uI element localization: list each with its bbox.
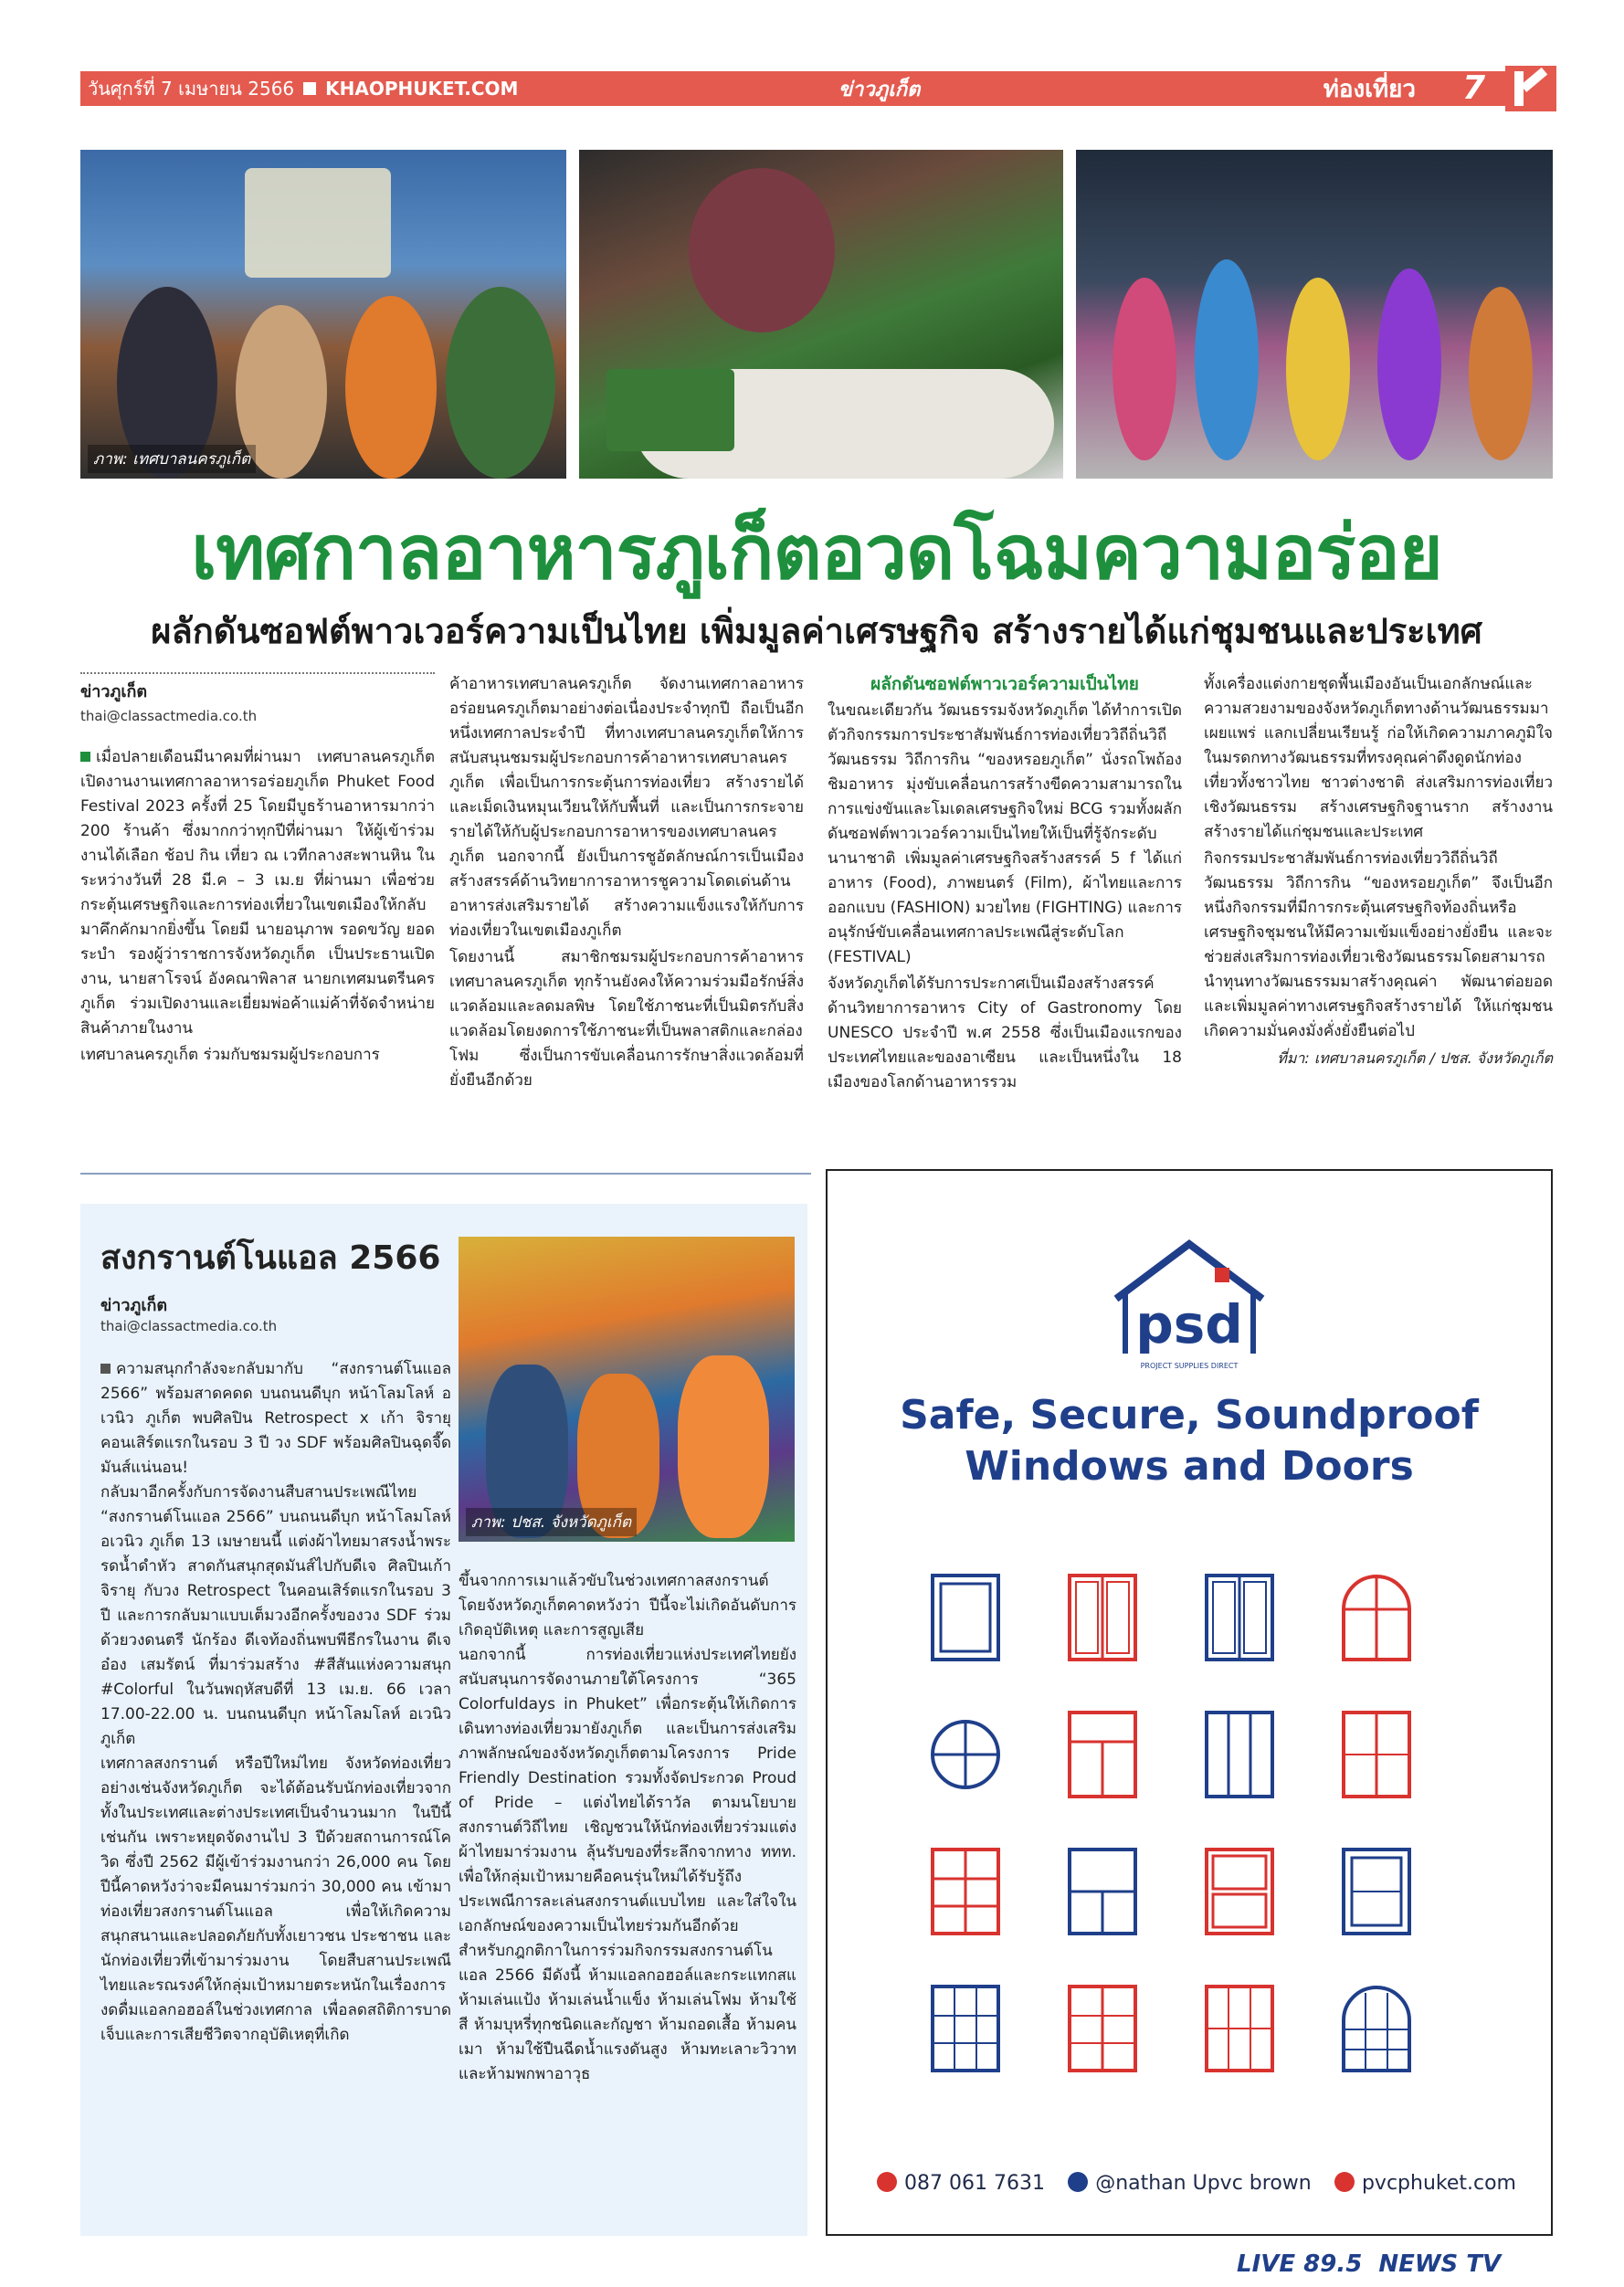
arched-grid-window-icon	[1341, 1984, 1412, 2073]
songkran-byline	[100, 1291, 277, 1351]
article-column-3	[828, 672, 1182, 1097]
globe-icon	[1334, 2172, 1355, 2192]
byline-name: ข่าวภูเก็ต	[100, 1296, 168, 1315]
paragraph: เมื่อปลายเดือนมีนาคมที่ผ่านมา เทศบาลนครภูเก็ต เปิดงานงานเทศกาลอาหารอร่อยภูเก็ต Phuket Food Festival 2023 ครั้งที่ 25 โดยมีบูธร้านอาหารมากว่า 200 ร้านค้า ซึ่งมากกว่าทุกปีที่ผ่านมา ให้ผู้เข้าร่วมงานได้เลือก ช้อป กิน เที่ยว ณ เวทีกลางสะพานหิน ในระหว่างวันที่ 28 มี.ค – 3 เม.ย ที่ผ่านมา เพื่อช่วยกระตุ้นเศรษฐกิจและการท่องเที่ยวในเขตเมืองให้กลับมาคึกคักมากยิ่งขึ้น โดยมี นายอนุภาพ รอดขวัญ ยอดระบำ รองผู้ว่าราชการจังหวัดภูเก็ต เป็นประธานเปิดงาน, นายสาโรจน์ อังคณาพิลาส นายกเทศมนตรีนครภูเก็ต ร่วมเปิดงานและเยี่ยมพ่อค้าแม่ค้าที่จัดจำหน่ายสินค้าภายในงาน	[80, 748, 435, 1038]
section-divider	[80, 1173, 811, 1175]
paragraph: จังหวัดภูเก็ตได้รับการประกาศเป็นเมืองสร้างสรรค์ด้านวิทยาการอาหาร City of Gastronomy โดย UNESCO ประจำปี พ.ศ 2558 ซึ่งเป็นเมืองแรกของประเทศไทยและของอาเซียน และเป็นหนึ่งใน 18 เมืองของโลกด้านอาหารรวม	[828, 975, 1182, 1091]
ad-facebook[interactable]: @nathan Upvc brown	[1068, 2172, 1312, 2195]
window-icon-grid	[930, 1573, 1460, 2084]
issue-date: วันศุกร์ที่ 7 เมษายน 2566	[88, 78, 295, 100]
round-window-icon	[930, 1710, 1001, 1799]
photo-credit: ภาพ: เทศบาลนครภูเก็ต	[88, 445, 256, 473]
bullet-icon	[100, 1364, 111, 1374]
paragraph: ในขณะเดียวกัน วัฒนธรรมจังหวัดภูเก็ต ได้ทำการเปิดตัวกิจกรรมการประชาสัมพันธ์การท่องเที่ยววิถีถิ่นวิถีวัฒนธรรม วิถีการกิน “ของหรอยภูเก็ต” นั่งรถโพถ้องชิมอาหาร มุ่งขับเคลื่อนการสร้างขีดความสามารถในการแข่งขันและโมเดลเศรษฐกิจใหม่ BCG รวมทั้งผลักดันซอฟต์พาวเวอร์ความเป็นไทยให้เป็นที่รู้จักระดับนานาชาติ เพิ่มมูลค่าเศรษฐกิจสร้างสรรค์ 5 f ได้แก่อาหาร (Food), ภาพยนตร์ (Film), ผ้าไทยและการออกแบบ (FASHION) มวยไทย (FIGHTING) และการอนุรักษ์ขับเคลื่อนเทศกาลประเพณีสู่ระดับโลก (FESTIVAL)	[828, 701, 1182, 966]
byline-email[interactable]: thai@classactmedia.co.th	[80, 708, 258, 724]
article-headline: เทศกาลอาหารภูเก็ตอวดโฉมความอร่อย	[191, 510, 1442, 596]
festival-opening-photo	[80, 150, 566, 479]
arched-window-icon	[1341, 1573, 1412, 1662]
article-source: ที่มา: เทศบาลนครภูเก็ต / ปชส. จังหวัดภูเก็ต	[1277, 1049, 1553, 1067]
paragraph: กลับมาอีกครั้งกับการจัดงานสืบสานประเพณีไทย “สงกรานต์โนแอล 2566” บนถนนดีบุก หน้าโลมโลห์ อเวนิว ภูเก็ต 13 เมษายนนี้ แต่งผ้าไทยมาสรงน้ำพระ รดน้ำดำหัว สาดกันสนุกสุดมันส์ไปกับดีเจ ศิลปินเก้า จิรายุ กับวง Retrospect ในคอนเสิร์ตแรกในรอบ 3 ปี และการกลับมาแบบเต็มวงอีกครั้งของวง SDF ร่วมด้วยวงดนตรี นักร้อง ดีเจท้องถิ่นพบพีธีกรในงาน ดีเจอ๋อง เสมรัตน์ ที่มาร่วมสร้าง #สีสันแห่งความสนุก #Colorful ในวันพฤหัสบดีที่ 13 เม.ย. 66 เวลา 17.00-22.00 น. บนถนนดีบุก หน้าโลมโลห์ อเวนิว ภูเก็ต	[100, 1483, 451, 1748]
phone-icon	[877, 2172, 897, 2192]
article-subheadline: ผลักดันซอฟต์พาวเวอร์ความเป็นไทย เพิ่มมูลค่าเศรษฐกิจ สร้างรายได้แก่ชุมชนและประเทศ	[151, 611, 1482, 651]
facebook-icon	[1068, 2172, 1088, 2192]
multi-pane-window-icon	[930, 1984, 1001, 2073]
section-label: ท่องเที่ยว	[1323, 75, 1416, 103]
byline-name: ข่าวภูเก็ต	[80, 682, 148, 701]
site-link[interactable]: KHAOPHUKET.COM	[325, 78, 519, 100]
page-header	[80, 71, 1553, 106]
songkran-title: สงกรานต์โนแอล 2566	[100, 1239, 441, 1277]
single-window-icon	[930, 1573, 1001, 1662]
news-tv-logo: NEWS TV	[1378, 2250, 1502, 2278]
bullet-icon	[80, 752, 90, 762]
double-window-icon	[1204, 1573, 1275, 1662]
photo-credit: ภาพ: ปชส. จังหวัดภูเก็ต	[466, 1508, 637, 1536]
paragraph: ขึ้นจากการเมาแล้วขับในช่วงเทศกาลสงกรานต์ โดยจังหวัดภูเก็ตคาดหวังว่า ปีนี้จะไม่เกิดอันดับการเกิดอุบัติเหตุ และการสูญเสีย	[459, 1572, 796, 1639]
corner-logo-icon	[1505, 66, 1556, 111]
triple-window-icon	[1204, 1710, 1275, 1799]
ad-website[interactable]: pvcphuket.com	[1334, 2172, 1516, 2195]
psd-advertisement[interactable]	[826, 1169, 1553, 2236]
ad-slogan	[828, 1390, 1551, 1492]
bay-window-icon	[1204, 1984, 1275, 2073]
psd-logo-icon	[1107, 1235, 1271, 1381]
ad-phone[interactable]: 087 061 7631	[877, 2172, 1045, 2195]
food-stall-photo	[579, 150, 1063, 479]
slogan-line-2: Windows and Doors	[965, 1443, 1414, 1490]
double-window-icon	[1067, 1573, 1138, 1662]
tilt-window-icon	[1204, 1847, 1275, 1936]
door-window-icon	[1067, 1984, 1138, 2073]
french-window-icon	[1341, 1710, 1412, 1799]
paragraph: เทศกาลสงกรานต์ หรือปีใหม่ไทย จังหวัดท่องเที่ยวอย่างเช่นจังหวัดภูเก็ต จะได้ต้อนรับนักท่องเที่ยวจากทั้งในประเทศและต่างประเทศเป็นจำนวนมาก ในปีนี้เช่นกัน เพราะหยุดจัดงานไป 3 ปีด้วยสถานการณ์โควิด ซึ่งปี 2562 มีผู้เข้าร่วมงานกว่า 26,000 คน โดยปีนี้คาดหวังว่าจะมีคนมาร่วมกว่า 30,000 คน เข้ามาท่องเที่ยวสงกรานต์โนแอล เพื่อให้เกิดความสนุกสนานและปลอดภัยกับทั้งเยาวชน ประชาชน และนักท่องเที่ยวที่เข้ามาร่วมงาน โดยสืบสานประเพณีไทยและรณรงค์ให้กลุ่มเป้าหมายตระหนักในเรื่องการงดดื่มแอลกอฮอล์ในช่วงเทศกาล เพื่อลดสถิติการบาดเจ็บและการเสียชีวิตจากอุบัติเหตุที่เกิด	[100, 1755, 451, 2044]
live-radio-logo: LIVE 89.5	[1237, 2250, 1363, 2278]
paragraph: เทศบาลนครภูเก็ต ร่วมกับชมรมผู้ประกอบการ	[80, 1046, 380, 1064]
separator-square	[303, 82, 316, 95]
sash-window-icon	[1341, 1847, 1412, 1936]
byline-email[interactable]: thai@classactmedia.co.th	[100, 1318, 278, 1334]
paragraph: ทั้งเครื่องแต่งกายชุดพื้นเมืองอันเป็นเอกลักษณ์และความสวยงามของจังหวัดภูเก็ตทางด้านวัฒนธรรมมาเผยแพร่ แลกเปลี่ยนเรียนรู้ ก่อให้เกิดความภาคภูมิใจในมรดกทางวัฒนธรรมที่ทรงคุณค่าดึงดูดนักท่องเที่ยวทั้งชาวไทย ชาวต่างชาติ ส่งเสริมการท่องเที่ยวเชิงวัฒนธรรม สร้างเศรษฐกิจฐานราก สร้างงาน สร้างรายได้แก่ชุมชนและประเทศ	[1204, 675, 1553, 841]
songkran-story-box	[80, 1204, 807, 2236]
svg-text:PROJECT SUPPLIES DIRECT: PROJECT SUPPLIES DIRECT	[1140, 1362, 1239, 1370]
divider	[80, 672, 435, 674]
paragraph: นอกจากนี้ การท่องเที่ยวแห่งประเทศไทยยังสนับสนุนการจัดงานภายใต้โครงการ “365 Colorfuldays in Phuket” เพื่อกระตุ้นให้เกิดการเดินทางท่องเที่ยวมายังภูเก็ต และเป็นการส่งเสริมภาพลักษณ์ของจังหวัดภูเก็ตตามโครงการ Pride Friendly Destination รวมทั้งจัดประกวด Proud of Pride – แต่งไทยได้ราวัล ตามนโยบายสงกรานต์วิถีไทย เชิญชวนให้นักท่องเที่ยวร่วมแต่งผ้าไทยมาร่วมงาน ลุ้นรับของที่ระลึกจากทาง ททท. เพื่อให้กลุ่มเป้าหมายคือคนรุ่นใหม่ได้รับรู้ถึงประเพณีการละเล่นสงกรานต์แบบไทย และใส่ใจในเอกลักษณ์ของความเป็นไทยร่วมกันอีกด้วย	[459, 1646, 796, 1935]
newspaper-brand: ข่าวภูเก็ต	[838, 78, 921, 101]
page-number: 7	[1461, 69, 1485, 107]
cultural-dance-photo	[1076, 150, 1553, 479]
section-subhead: ผลักดันซอฟต์พาวเวอร์ความเป็นไทย	[870, 674, 1139, 694]
paragraph: โดยงานนี้ สมาชิกชมรมผู้ประกอบการค้าอาหารเทศบาลนครภูเก็ต ทุกร้านยังคงให้ความร่วมมือรักษ์สิ่งแวดล้อมและลดมลพิษ โดยใช้ภาชนะที่เป็นมิตรกับสิ่งแวดล้อมโดยงดการใช้ภาชนะที่เป็นพลาสติกและกล่องโฟม ซึ่งเป็นการขับเคลื่อนการรักษาสิ่งแวดล้อมที่ยั่งยืนอีกด้วย	[449, 948, 804, 1090]
songkran-column-left	[100, 1357, 451, 2048]
split-window-icon	[1067, 1847, 1138, 1936]
svg-text:psd: psd	[1135, 1293, 1243, 1355]
paragraph: ความสนุกกำลังจะกลับมากับ “สงกรานต์โนแอล 2566” พร้อมสาดคดด บนถนนดีบุก หน้าโลมโลห์ อเวนิว ภูเก็ต พบศิลปิน Retrospect x เก้า จิรายุ คอนเสิร์ตแรกในรอบ 3 ปี วง SDF พร้อมศิลปินฉุดจี๊ด มันส์แน่นอน!	[100, 1360, 451, 1477]
slogan-line-1: Safe, Secure, Soundproof	[900, 1392, 1479, 1439]
ad-contacts	[877, 2172, 1516, 2195]
songkran-column-right	[459, 1569, 796, 2087]
songkran-photo	[459, 1237, 795, 1542]
paragraph: ค้าอาหารเทศบาลนครภูเก็ต จัดงานเทศกาลอาหารอร่อยนครภูเก็ตมาอย่างต่อเนื่องประจำทุกปี ถือเป็นอีกหนึ่งเทศกาลประจำปี ที่ทางเทศบาลนครภูเก็ตให้การสนับสนุนชมรมผู้ประกอบการค้าอาหารเทศบาลนครภูเก็ต เพื่อเป็นการกระตุ้นการท่องเที่ยว สร้างรายได้และเม็ดเงินหมุนเวียนให้กับพื้นที่ และเป็นการกระจายรายได้ให้กับผู้ประกอบการอาหารของเทศบาลนครภูเก็ต นอกจากนี้ ยังเป็นการชูอัตลักษณ์การเป็นเมืองสร้างสรรค์ด้านวิทยาการอาหารชูความโดดเด่นด้านอาหารส่งเสริมรายได้ สร้างความแข็งแรงให้กับการท่องเที่ยวในเขตเมืองภูเก็ต	[449, 675, 804, 940]
article-column-1	[80, 672, 435, 1070]
sliding-window-icon	[1067, 1710, 1138, 1799]
article-column-4	[1204, 672, 1553, 1072]
paragraph: กิจกรรมประชาสัมพันธ์การท่องเที่ยววิถีถิ่นวิถีวัฒนธรรม วิถีการกิน “ของหรอยภูเก็ต” จึงเป็นอีกหนึ่งกิจกรรมที่มีการกระตุ้นเศรษฐกิจท้องถิ่นหรือเศรษฐกิจชุมชนให้มีความเข้มแข็งอย่างยั่งยืน และจะช่วยส่งเสริมการท่องเที่ยวเชิงวัฒนธรรมโดยสามารถนำทุนทางวัฒนธรรมมาสร้างคุณค่า พัฒนาต่อยอดและเพิ่มมูลค่าทางเศรษฐกิจสร้างรายได้ ให้แก่ชุมชนเกิดความมั่นคงมั่งคั่งยั่งยืนต่อไป	[1204, 849, 1553, 1040]
grid-window-icon	[930, 1847, 1001, 1936]
footer-logos	[1237, 2249, 1556, 2280]
article-column-2	[449, 672, 804, 1095]
paragraph: สำหรับกฎกติกาในการร่วมกิจกรรมสงกรานต์โนแอล 2566 มีดังนี้ ห้ามแอลกอฮอล์และกระแทกสแ ห้ามเล่นแป้ง ห้ามเล่นน้ำแข็ง ห้ามเล่นโฟม ห้ามใช้สี ห้ามบุหรี่ทุกชนิดและกัญชา ห้ามถอดเสื้อ ห้ามคนเมา ห้ามใช้ปืนฉีดน้ำแรงดันสูง ห้ามทะเลาะวิวาท และห้ามพกพาอาวุธ	[459, 1942, 796, 2083]
